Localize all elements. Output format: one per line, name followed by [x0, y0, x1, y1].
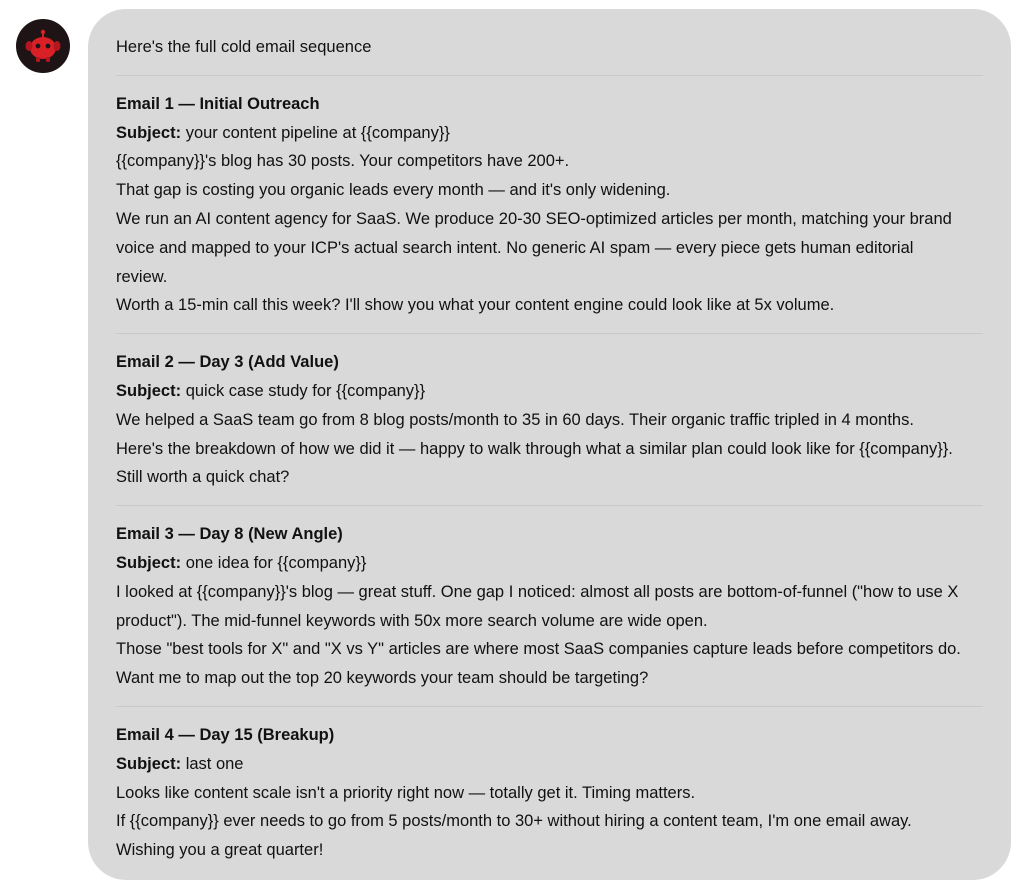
email-body-line: product"). The mid-funnel keywords with 50x more search volume are wide open.	[116, 611, 708, 630]
red-robot-icon	[21, 24, 65, 68]
email-heading: Email 4 — Day 15 (Breakup)	[116, 725, 335, 744]
email-heading: Email 1 — Initial Outreach	[116, 94, 320, 113]
email-heading: Email 2 — Day 3 (Add Value)	[116, 353, 339, 372]
email-body-line: Those "best tools for X" and "X vs Y" articles are where most SaaS companies capture leads before competitors do.	[116, 640, 961, 659]
email-body-line: Worth a 15-min call this week? I'll show you what your content engine could look like at 5x volume.	[116, 296, 835, 315]
assistant-avatar	[16, 19, 70, 73]
email-4-section	[116, 721, 983, 865]
subject-text: quick case study for {{company}}	[185, 381, 426, 400]
email-subject	[116, 377, 983, 406]
divider	[116, 706, 983, 707]
email-body-line: Looks like content scale isn't a priority right now — totally get it. Timing matters.	[116, 783, 696, 802]
email-body-line: Still worth a quick chat?	[116, 468, 290, 487]
subject-label: Subject:	[116, 123, 182, 142]
email-2-section	[116, 348, 983, 492]
subject-label: Subject:	[116, 381, 182, 400]
email-body-line: Wishing you a great quarter!	[116, 841, 324, 860]
email-body-line: review.	[116, 267, 168, 286]
email-subject	[116, 750, 983, 779]
email-3-section	[116, 520, 983, 693]
subject-label: Subject:	[116, 553, 182, 572]
email-body-line: Want me to map out the top 20 keywords your team should be targeting?	[116, 669, 649, 688]
divider	[116, 505, 983, 506]
email-body-line: That gap is costing you organic leads every month — and it's only widening.	[116, 181, 671, 200]
divider	[116, 333, 983, 334]
email-body-line: We helped a SaaS team go from 8 blog posts/month to 35 in 60 days. Their organic traffic tripled in 4 months.	[116, 410, 914, 429]
message-bubble	[88, 9, 1011, 880]
intro-text: Here's the full cold email sequence	[116, 38, 372, 56]
email-subject	[116, 119, 983, 148]
subject-text: last one	[185, 754, 244, 773]
email-body-line: I looked at {{company}}'s blog — great stuff. One gap I noticed: almost all posts are bottom-of-funnel ("how to use X	[116, 582, 959, 601]
subject-text: one idea for {{company}}	[185, 553, 367, 572]
email-body-line: {{company}}'s blog has 30 posts. Your competitors have 200+.	[116, 152, 570, 171]
email-body-line: If {{company}} ever needs to go from 5 posts/month to 30+ without hiring a content team, I'm one email away.	[116, 812, 912, 831]
email-body-line: We run an AI content agency for SaaS. We produce 20-30 SEO-optimized articles per month, matching your brand	[116, 209, 952, 228]
subject-label: Subject:	[116, 754, 182, 773]
email-body-line: voice and mapped to your ICP's actual search intent. No generic AI spam — every piece gets human editorial	[116, 238, 914, 257]
email-heading: Email 3 — Day 8 (New Angle)	[116, 525, 343, 544]
divider	[116, 75, 983, 76]
email-1-section	[116, 90, 983, 320]
subject-text: your content pipeline at {{company}}	[185, 123, 450, 142]
email-subject	[116, 549, 983, 578]
email-body-line: Here's the breakdown of how we did it — happy to walk through what a similar plan could look like for {{company}}.	[116, 439, 953, 458]
